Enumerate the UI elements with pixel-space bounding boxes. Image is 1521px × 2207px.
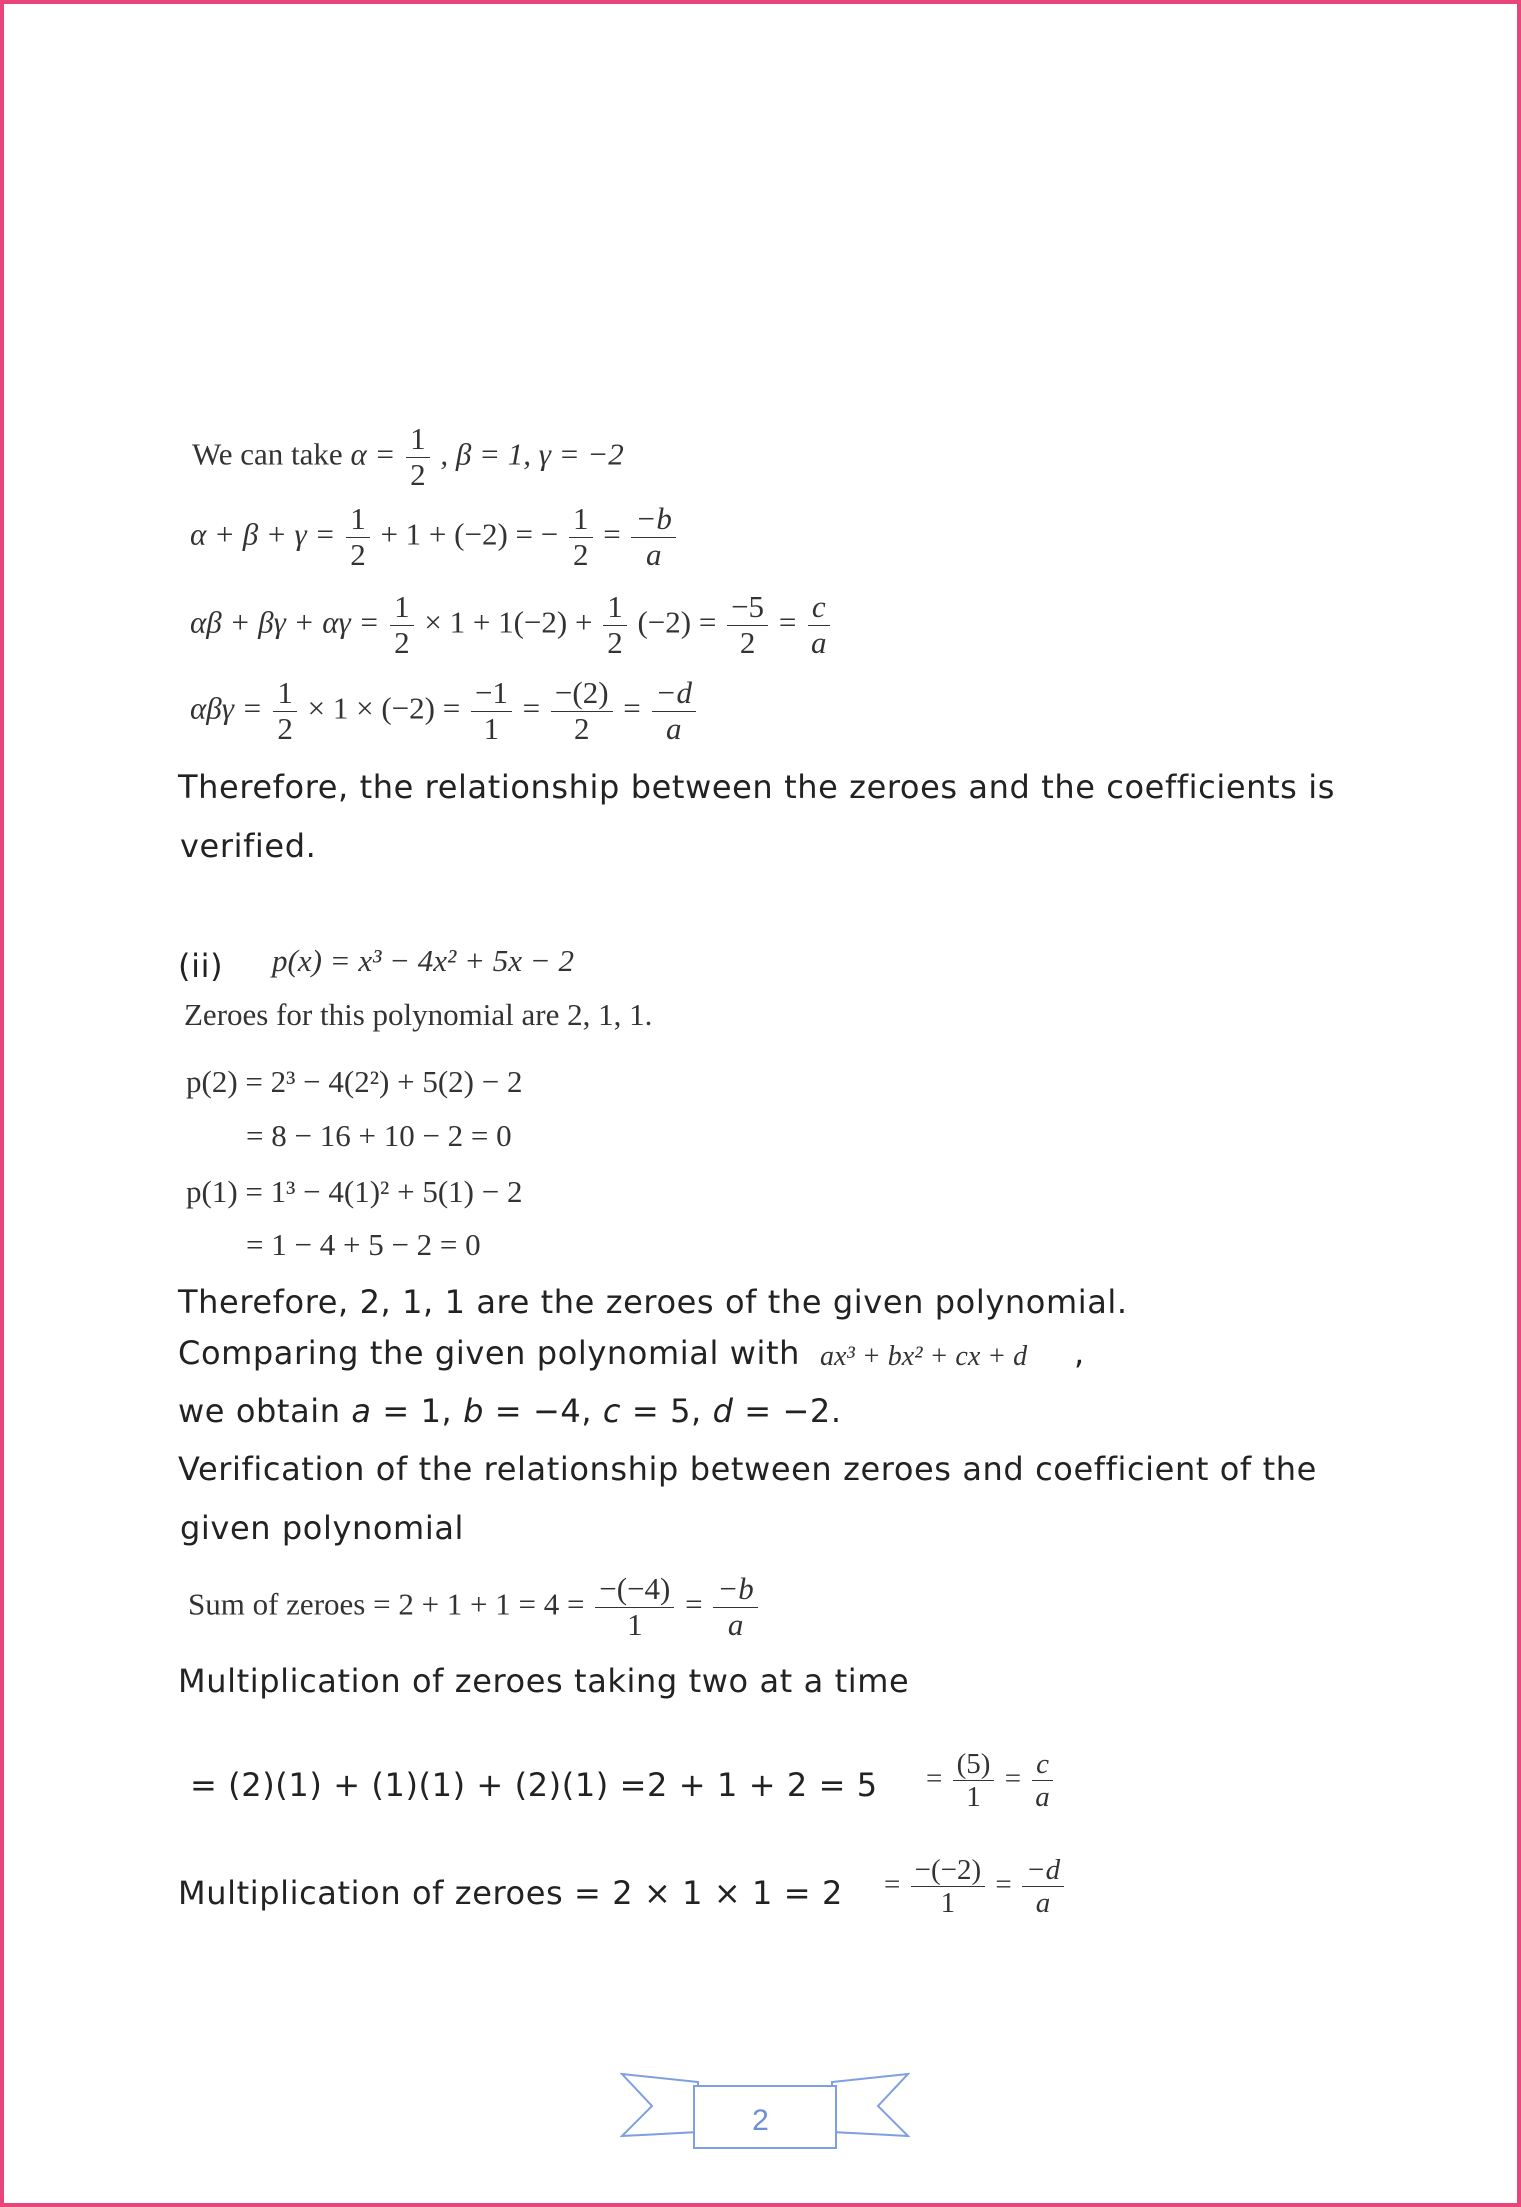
half-fraction: [406, 422, 430, 492]
take-rest: , β = 1, γ = −2: [440, 436, 624, 472]
m2-num: −(−2): [911, 1854, 986, 1887]
p1-result: = 1 − 4 + 5 − 2 = 0: [246, 1227, 481, 1262]
mult-two-label: Multiplication of zeroes taking two at a time: [178, 1662, 910, 1700]
prod-half-den: 2: [277, 710, 293, 746]
prod-m2-den: 2: [573, 710, 590, 746]
sum-zeroes-b-den: a: [727, 1606, 744, 1642]
sum-m4-den: 1: [627, 1606, 643, 1642]
pair-c-fraction: [807, 590, 831, 660]
mult-two-expression: = (2)(1) + (1)(1) + (2)(1) =2 + 1 + 2 = 5: [190, 1766, 878, 1804]
verification-line-1: Verification of the relationship between zeroes and coefficient of the: [178, 1450, 1317, 1488]
prod-d-den: a: [665, 710, 682, 746]
pair-half-den-2: 2: [607, 624, 623, 660]
pair-m5-num: −5: [727, 590, 768, 626]
five-fraction: [953, 1748, 995, 1814]
coef-d-val: = −2.: [733, 1392, 842, 1430]
prod-m2-num: −(2): [551, 676, 613, 712]
d-num: −d: [1022, 1854, 1064, 1887]
sum-half-den: 2: [350, 536, 366, 572]
verification-line-2: given polynomial: [180, 1509, 465, 1547]
c-den: a: [1035, 1781, 1050, 1814]
prod-m2-fraction: [551, 676, 613, 746]
pair-half-fraction-1: [390, 590, 414, 660]
pair-mid-1: × 1 + 1(−2) +: [424, 604, 593, 640]
sum-half-num: 1: [346, 502, 370, 538]
sum-b-den: a: [645, 536, 662, 572]
take-prefix: We can take: [192, 436, 343, 472]
pair-eq: =: [778, 604, 797, 640]
pair-lhs: αβ + βγ + αγ =: [190, 604, 380, 640]
five-den: 1: [966, 1781, 981, 1814]
prod-d-fraction: [652, 676, 696, 746]
prod-eq-2: =: [623, 690, 641, 726]
p1-evaluation: p(1) = 1³ − 4(1)² + 5(1) − 2: [186, 1174, 523, 1209]
part-ii-label: (ii): [178, 947, 224, 985]
half-den: 2: [410, 456, 426, 492]
sum-zeroes-eq: =: [685, 1586, 703, 1622]
sum-lhs: α + β + γ =: [190, 516, 336, 552]
pair-c-den: a: [811, 624, 827, 660]
coef-d: d: [712, 1392, 734, 1430]
general-cubic-form: ax³ + bx² + cx + d: [820, 1341, 1028, 1372]
sum-zeroes-b-fraction: [713, 1572, 757, 1642]
coef-a-val: = 1,: [371, 1392, 464, 1430]
sum-half-fraction: [346, 502, 370, 572]
relationship-verified-line-2: verified.: [180, 827, 317, 865]
mult-all-fraction-group: [884, 1854, 1067, 1920]
sum-of-zeroes-line: [188, 1572, 761, 1642]
sum-neg-half-fraction: [569, 502, 593, 572]
obtain-prefix: we obtain: [178, 1392, 352, 1430]
prod-identity-line: [190, 676, 699, 746]
pair-m5-den: 2: [739, 624, 756, 660]
m2-den: 1: [940, 1887, 956, 1920]
part-ii-polynomial: p(x) = x³ − 4x² + 5x − 2: [272, 943, 574, 978]
prod-half-num: 1: [273, 676, 297, 712]
prod-d-num: −d: [652, 676, 696, 712]
sum-mid: + 1 + (−2) = −: [380, 516, 559, 552]
m2-fraction: [911, 1854, 986, 1920]
pair-half-fraction-2: [603, 590, 627, 660]
prod-lhs: αβγ =: [190, 690, 263, 726]
prod-half-fraction: [273, 676, 297, 746]
mult-two-eq-2: =: [1004, 1762, 1022, 1795]
page-number: 2: [752, 2104, 769, 2137]
pair-half-num-2: 1: [603, 590, 627, 626]
c-num: c: [1032, 1748, 1053, 1781]
prod-m1-num: −1: [471, 676, 512, 712]
coef-c: c: [602, 1392, 622, 1430]
coef-b-val: = −4,: [484, 1392, 603, 1430]
sum-neg-half-den: 2: [573, 536, 589, 572]
mult-all-eq-1: =: [884, 1868, 901, 1901]
sum-of-zeroes-text: Sum of zeroes = 2 + 1 + 1 = 4 =: [188, 1586, 585, 1622]
sum-m4-fraction: [595, 1572, 674, 1642]
prod-mid: × 1 × (−2) =: [307, 690, 461, 726]
coef-c-val: = 5,: [621, 1392, 713, 1430]
mult-all-eq-2: =: [995, 1868, 1012, 1901]
pair-half-num-1: 1: [390, 590, 414, 626]
sum-eq: =: [603, 516, 621, 552]
c-over-a-fraction: [1031, 1748, 1054, 1814]
pair-c-num: c: [808, 590, 830, 626]
prod-m1-fraction: [471, 676, 512, 746]
mult-two-eq-1: =: [926, 1762, 943, 1795]
take-alpha: α =: [350, 436, 396, 472]
comparing-line: Comparing the given polynomial with: [178, 1334, 800, 1372]
coef-b: b: [463, 1392, 485, 1430]
zeroes-conclusion: Therefore, 2, 1, 1 are the zeroes of the given polynomial.: [178, 1283, 1128, 1321]
sum-b-num: −b: [631, 502, 675, 538]
sum-zeroes-b-num: −b: [713, 1572, 757, 1608]
mult-all-expression: Multiplication of zeroes = 2 × 1 × 1 = 2: [178, 1874, 843, 1912]
p2-result: = 8 − 16 + 10 − 2 = 0: [246, 1118, 512, 1153]
comparing-comma: ,: [1074, 1334, 1085, 1372]
prod-m1-den: 1: [483, 710, 500, 746]
coefficients-line: [178, 1392, 842, 1430]
sum-b-fraction: [631, 502, 675, 572]
p2-evaluation: p(2) = 2³ − 4(2²) + 5(2) − 2: [186, 1064, 523, 1099]
d-over-a-fraction: [1022, 1854, 1064, 1920]
pair-half-den-1: 2: [394, 624, 410, 660]
half-num: 1: [406, 422, 430, 458]
prod-eq-1: =: [522, 690, 541, 726]
pair-m5-fraction: [727, 590, 768, 660]
pair-identity-line: [190, 590, 834, 660]
sum-m4-num: −(−4): [595, 1572, 674, 1608]
coef-a: a: [351, 1392, 372, 1430]
sum-identity-line: [190, 502, 679, 572]
d-den: a: [1035, 1887, 1051, 1920]
zeroes-statement: Zeroes for this polynomial are 2, 1, 1.: [184, 997, 653, 1032]
five-num: (5): [953, 1748, 995, 1781]
mult-two-fraction-group: [926, 1748, 1057, 1814]
relationship-verified-line-1: Therefore, the relationship between the zeroes and the coefficients is: [178, 768, 1335, 806]
pair-mid-2: (−2) =: [637, 604, 717, 640]
sum-neg-half-num: 1: [569, 502, 593, 538]
take-line: [192, 422, 624, 492]
